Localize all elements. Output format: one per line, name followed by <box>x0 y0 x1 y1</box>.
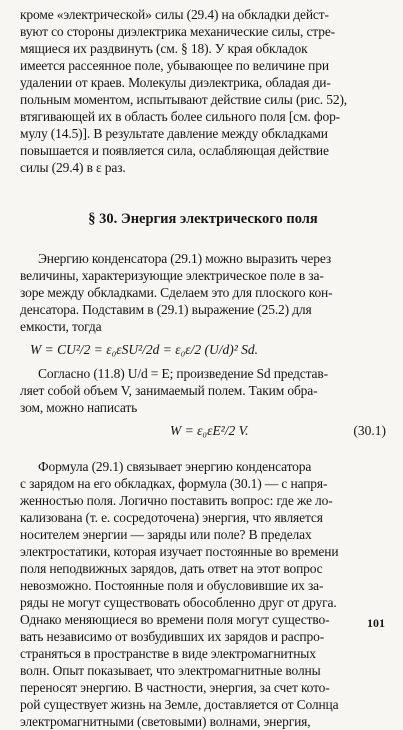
text-line: кроме «электрической» силы (29.4) на обкладки дейст- <box>20 7 329 22</box>
text-line: емкости, тогда <box>20 319 102 334</box>
spacer <box>20 446 386 458</box>
equation-number: (30.1) <box>353 423 386 438</box>
paragraph-top <box>20 6 386 176</box>
section-heading: § 30. Энергия электрического поля <box>88 211 318 227</box>
text-line: денсатора. Подставим в (29.1) выражение (25.2) для <box>20 302 312 317</box>
text-line: электромагнитными (световыми) волнами, энергия, <box>20 714 311 729</box>
formula-30-1-expression: W = ε₀εE²/2 V. <box>170 423 249 438</box>
text-line: величины, характеризующие электрическое поле в за- <box>20 268 324 283</box>
text-line: польным моментом, испытывают действие силы (рис. 52), <box>20 92 348 107</box>
page-number: 101 <box>367 616 385 630</box>
text-line: повышается и появляется сила, ослабляющая действие <box>20 143 329 158</box>
text-line: носителем энергии — заряды или поле? В пределах <box>20 527 312 542</box>
text-line: втягивающей их в область более сильного поля [см. фор- <box>20 109 341 124</box>
paragraph-mid <box>20 365 386 416</box>
text-line: Энергию конденсатора (29.1) можно выразить через <box>38 251 332 266</box>
text-line: переносят энергию. В частности, энергия, за счет кото- <box>20 680 330 695</box>
text-line: вать независимо от возбудивших их зарядов и распро- <box>20 629 325 644</box>
text-line: мулу (14.5)]. В результате давление между обкладками <box>20 126 328 141</box>
text-line: имеется рассеянное поле, убывающее по величине при <box>20 58 329 73</box>
text-line: вуют со стороны диэлектрика механические силы, стре- <box>20 24 336 39</box>
text-line: удалении от краев. Молекулы диэлектрика, обладая ди- <box>20 75 331 90</box>
text-line: зоре между обкладками. Сделаем это для плоского кон- <box>20 285 333 300</box>
page-body <box>20 6 386 730</box>
text-line: Формула (29.1) связывает энергию конденсатора <box>38 459 312 474</box>
formula-energy-capacitor: W = CU²/2 = ε₀εSU²/2d = ε₀ε/2 (U/d)² Sd. <box>30 342 259 357</box>
formula-30-1 <box>20 416 386 446</box>
text-line: кализована (т. е. сосредоточена) энергия, что является <box>20 510 323 525</box>
text-line: зом, можно написать <box>20 400 138 415</box>
text-line: Согласно (11.8) U/d = E; произведение Sd представ- <box>38 366 328 381</box>
text-line: рой существует жизнь на Земле, доставляется от Солнца <box>20 697 339 712</box>
text-line: Однако меняющиеся во времени поля могут существо- <box>20 612 330 627</box>
text-line: поля неподвижных зарядов, дать ответ на этот вопрос <box>20 561 323 576</box>
text-line: невозможно. Постоянные поля и обусловившие их за- <box>20 578 324 593</box>
text-line: ряды не могут существовать обособленно друг от друга. <box>20 595 337 610</box>
text-line: мящиеся их раздвинуть (см. § 18). У края обкладок <box>20 41 308 56</box>
text-line: ляет собой объем V, занимаемый полем. Таким обра- <box>20 383 318 398</box>
text-line: женностью поля. Логично поставить вопрос: где же ло- <box>20 493 333 508</box>
text-line: волн. Опыт показывает, что электромагнитные волны <box>20 663 321 678</box>
text-line: силы (29.4) в ε раз. <box>20 160 126 175</box>
text-line: с зарядом на его обкладках, формула (30.1) — с напря- <box>20 476 328 491</box>
paragraph-energy <box>20 250 386 335</box>
text-line: страняться в пространстве в виде электромагнитных <box>20 646 316 661</box>
text-line: электростатики, которая изучает постоянные во времени <box>20 544 339 559</box>
paragraph-bottom <box>20 458 386 730</box>
